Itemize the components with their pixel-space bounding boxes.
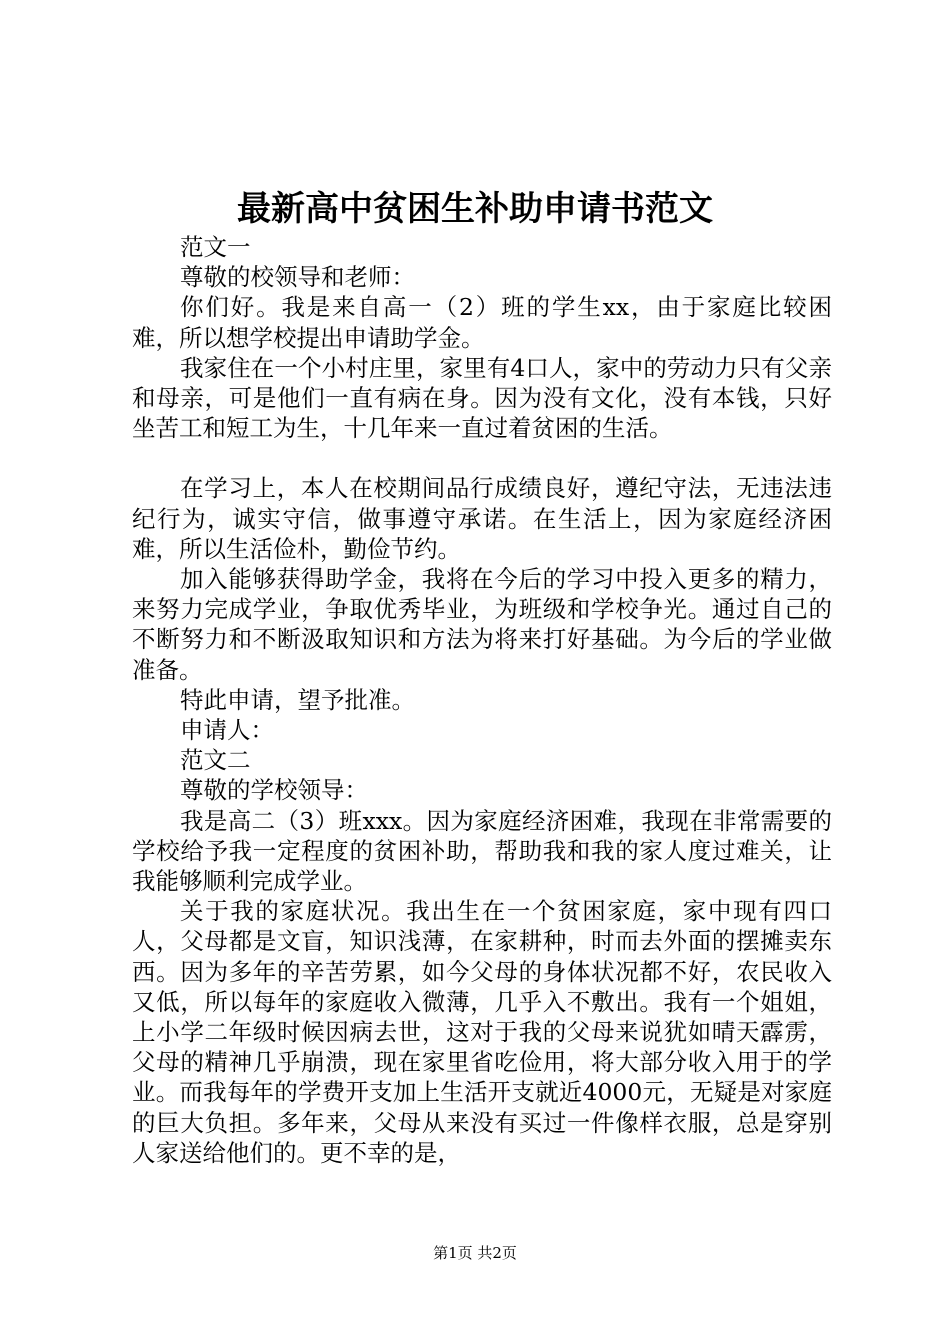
page-footer: 第1页 共2页 [433, 1244, 517, 1262]
paragraph: 范文一 [180, 233, 251, 261]
paragraph: 关于我的家庭状况。我出生在一个贫困家庭，家中现有四口人，父母都是文盲，知识浅薄，在家耕种，时而去外面的摆摊卖东西。因为多年的辛苦劳累，如今父母的身体状况都不好，农民收入又低，所以每年的家庭收入微薄，几乎入不敷出。我有一个姐姐，上小学二年级时候因病去世，这对于我的父母来说犹如晴天霹雳，父母的精神几乎崩溃，现在家里省吃俭用，将大部分收入用于的学业。而我每年的学费开支加上生活开支就近4000元，无疑是对家庭的巨大负担。多年来，父母从来没有买过一件像样衣服，总是穿别人家送给他们的。更不幸的是， [132, 897, 832, 1167]
paragraph: 我家住在一个小村庄里，家里有4口人，家中的劳动力只有父亲和母亲，可是他们一直有病在身。因为没有文化，没有本钱，只好坐苦工和短工为生，十几年来一直过着贫困的生活。 [132, 353, 832, 443]
paragraph: 特此申请，望予批准。 [180, 685, 415, 714]
paragraph: 你们好。我是来自高一（2）班的学生xx，由于家庭比较困难，所以想学校提出申请助学金。 [132, 293, 832, 352]
paragraph: 尊敬的学校领导： [180, 776, 368, 805]
paragraph: 我是高二（3）班xxx。因为家庭经济困难，我现在非常需要的学校给予我一定程度的贫困补助，帮助我和我的家人度过难关，让我能够顺利完成学业。 [132, 806, 832, 896]
paragraph: 加入能够获得助学金，我将在今后的学习中投入更多的精力，来努力完成学业，争取优秀毕业，为班级和学校争光。通过自己的不断努力和不断汲取知识和方法为将来打好基础。为今后的学业做准备。 [132, 565, 832, 684]
paragraph: 尊敬的校领导和老师： [180, 263, 415, 292]
paragraph: 在学习上，本人在校期间品行成绩良好，遵纪守法，无违法违纪行为，诚实守信，做事遵守承诺。在生活上，因为家庭经济困难，所以生活俭朴，勤俭节约。 [132, 474, 832, 563]
document-title: 最新高中贫困生补助申请书范文 [237, 189, 713, 229]
paragraph: 范文二 [180, 746, 251, 775]
paragraph: 申请人： [180, 716, 274, 745]
document-body [132, 232, 832, 1168]
